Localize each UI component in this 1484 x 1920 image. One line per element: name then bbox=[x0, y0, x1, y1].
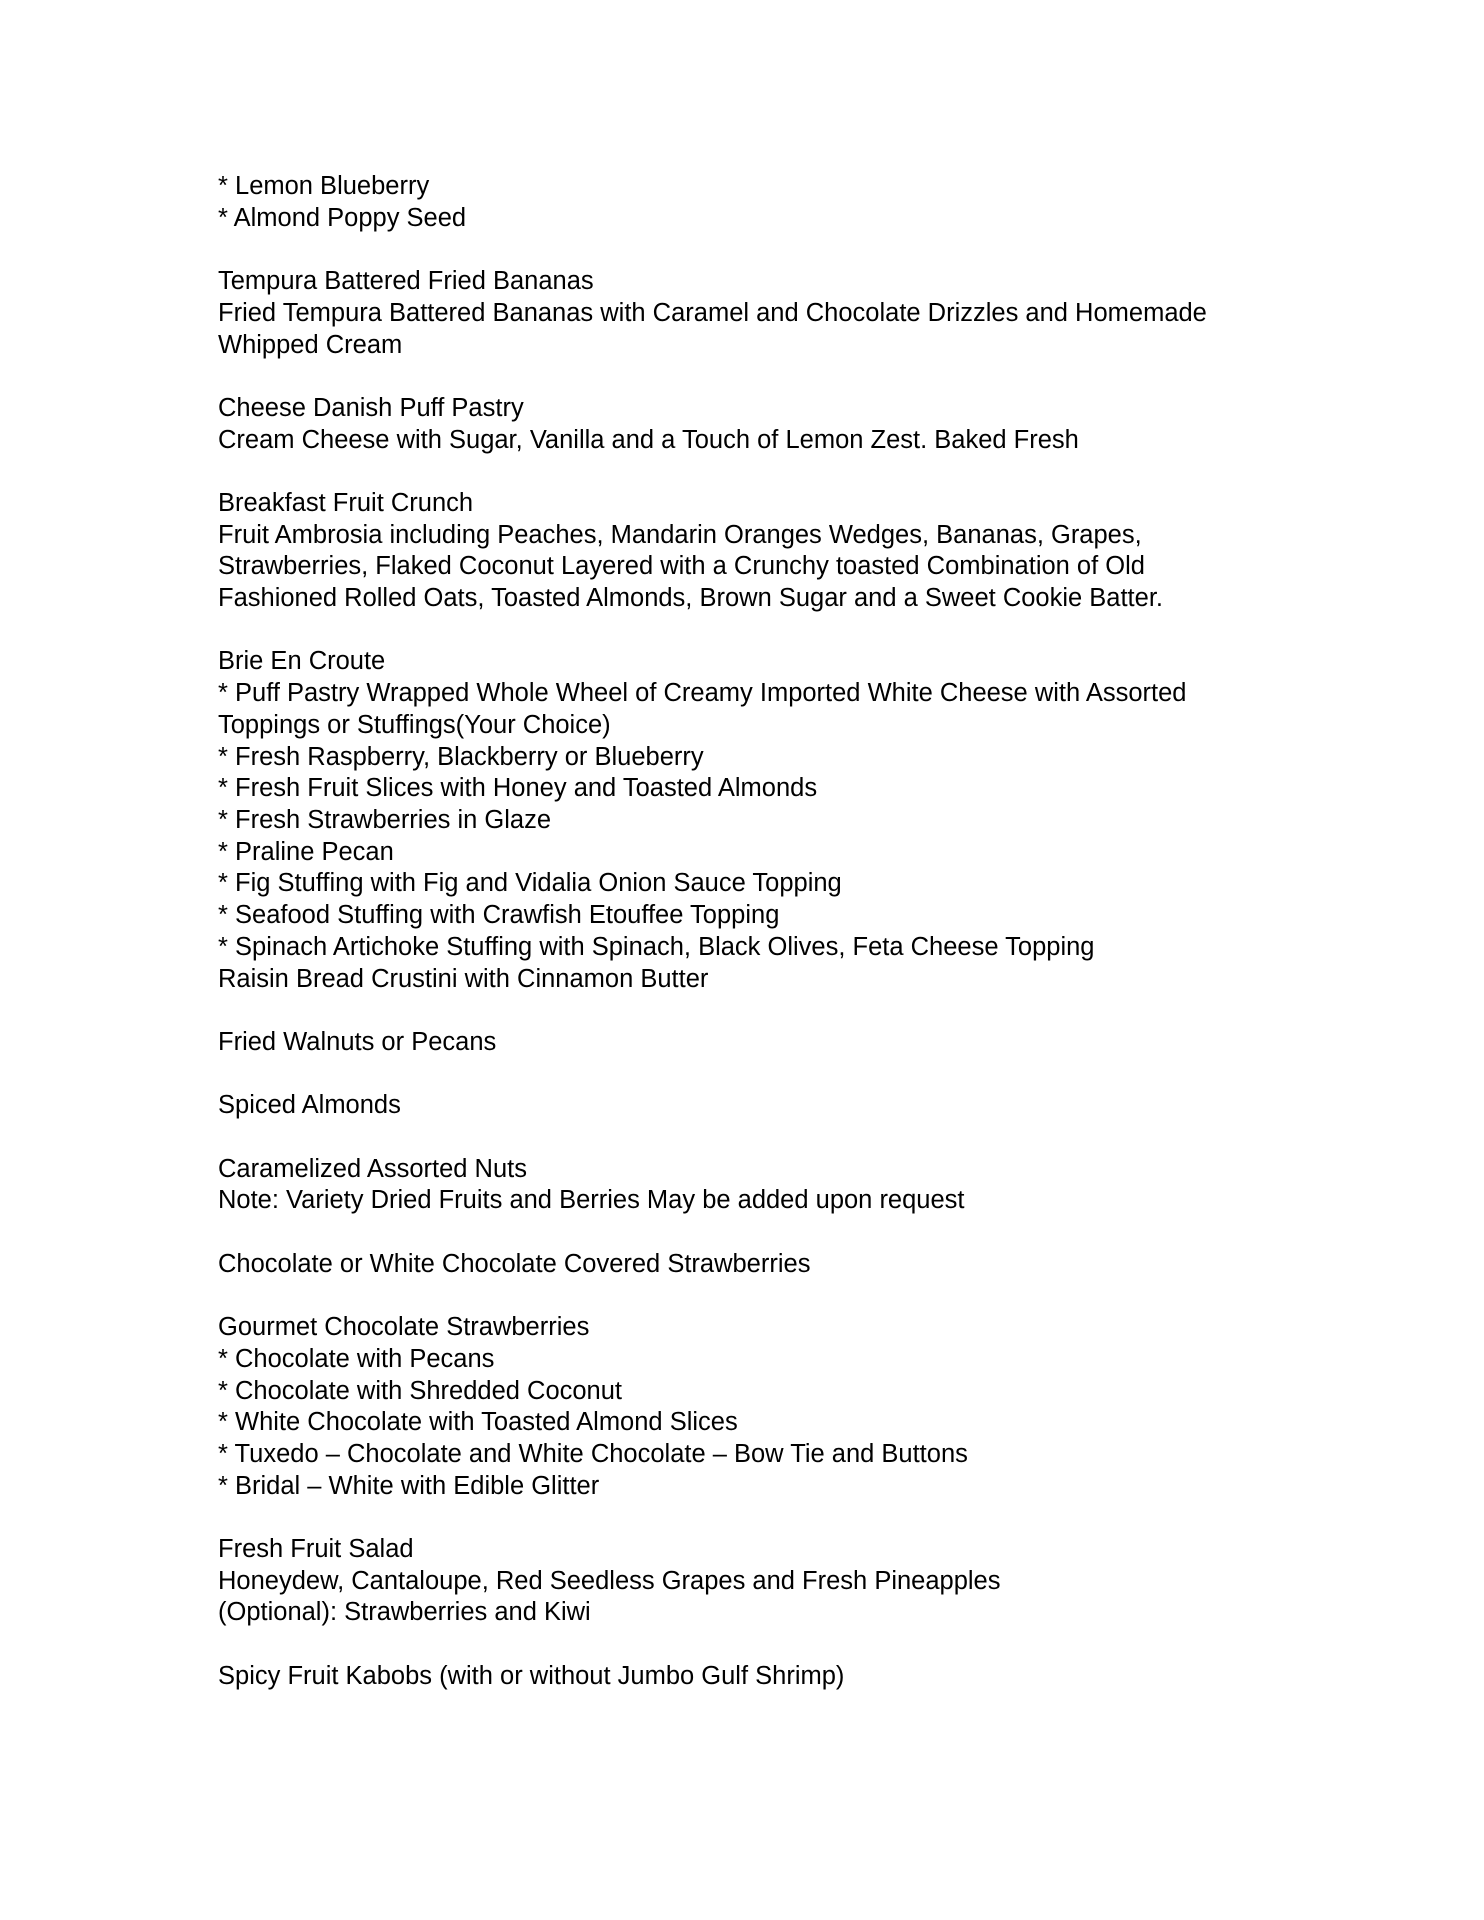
text-line: Fruit Ambrosia including Peaches, Mandarin Oranges Wedges, Bananas, Grapes, bbox=[218, 520, 1142, 549]
paragraph bbox=[218, 646, 1318, 995]
paragraph bbox=[218, 1661, 1318, 1693]
text-line: Fresh Fruit Salad bbox=[218, 1535, 414, 1564]
text-line: * Chocolate with Shredded Coconut bbox=[218, 1376, 623, 1405]
paragraph bbox=[218, 266, 1318, 361]
paragraph bbox=[218, 393, 1318, 456]
paragraph bbox=[218, 1249, 1318, 1281]
text-line: * Bridal – White with Edible Glitter bbox=[218, 1471, 600, 1500]
text-line: Cheese Danish Puff Pastry bbox=[218, 393, 524, 422]
document-text-block bbox=[218, 171, 1318, 1693]
text-line: * Fresh Strawberries in Glaze bbox=[218, 806, 552, 834]
text-line: * Chocolate with Pecans bbox=[218, 1344, 495, 1373]
paragraph bbox=[218, 1312, 1318, 1502]
text-line: (Optional): Strawberries and Kiwi bbox=[218, 1598, 591, 1627]
text-line: * Fresh Raspberry, Blackberry or Blueberry bbox=[218, 742, 704, 771]
text-line: Whipped Cream bbox=[218, 330, 403, 359]
text-line: * Puff Pastry Wrapped Whole Wheel of Creamy Imported White Cheese with Assorted bbox=[218, 679, 1187, 708]
text-line: * Seafood Stuffing with Crawfish Etouffee Topping bbox=[218, 901, 780, 930]
text-line: * Spinach Artichoke Stuffing with Spinach, Black Olives, Feta Cheese Topping bbox=[218, 932, 1095, 961]
paragraph bbox=[218, 1027, 1318, 1059]
text-line: Fried Tempura Battered Bananas with Caramel and Chocolate Drizzles and Homemade bbox=[218, 298, 1207, 327]
paragraph bbox=[218, 1534, 1318, 1629]
text-line: * Almond Poppy Seed bbox=[218, 203, 467, 232]
text-line: Strawberries, Flaked Coconut Layered with a Crunchy toasted Combination of Old bbox=[218, 552, 1145, 581]
text-line: Fried Walnuts or Pecans bbox=[218, 1027, 497, 1056]
text-line: Chocolate or White Chocolate Covered Strawberries bbox=[218, 1249, 811, 1278]
text-line: Honeydew, Cantaloupe, Red Seedless Grapes and Fresh Pineapples bbox=[218, 1566, 1001, 1595]
text-line: Caramelized Assorted Nuts bbox=[218, 1154, 527, 1183]
text-line: * Praline Pecan bbox=[218, 837, 394, 866]
paragraph bbox=[218, 1090, 1318, 1122]
text-line: * Fig Stuffing with Fig and Vidalia Onion Sauce Topping bbox=[218, 869, 842, 898]
text-line: Spiced Almonds bbox=[218, 1091, 401, 1120]
text-line: * Fresh Fruit Slices with Honey and Toasted Almonds bbox=[218, 774, 818, 803]
text-line: Cream Cheese with Sugar, Vanilla and a Touch of Lemon Zest. Baked Fresh bbox=[218, 425, 1079, 454]
text-line: Gourmet Chocolate Strawberries bbox=[218, 1313, 590, 1342]
paragraph bbox=[218, 1154, 1318, 1217]
text-line: * Tuxedo – Chocolate and White Chocolate – Bow Tie and Buttons bbox=[218, 1439, 968, 1468]
text-line: Toppings or Stuffings(Your Choice) bbox=[218, 710, 611, 739]
text-line: * White Chocolate with Toasted Almond Slices bbox=[218, 1408, 738, 1437]
text-line: Tempura Battered Fried Bananas bbox=[218, 267, 594, 296]
text-line: Note: Variety Dried Fruits and Berries May be added upon request bbox=[218, 1186, 965, 1215]
text-line: Brie En Croute bbox=[218, 647, 386, 676]
text-line: * Lemon Blueberry bbox=[218, 172, 430, 200]
text-line: Raisin Bread Crustini with Cinnamon Butter bbox=[218, 964, 709, 993]
text-line: Spicy Fruit Kabobs (with or without Jumbo Gulf Shrimp) bbox=[218, 1661, 845, 1690]
text-line: Fashioned Rolled Oats, Toasted Almonds, Brown Sugar and a Sweet Cookie Batter. bbox=[218, 584, 1163, 613]
paragraph bbox=[218, 488, 1318, 615]
text-line: Breakfast Fruit Crunch bbox=[218, 488, 474, 517]
paragraph bbox=[218, 171, 1318, 234]
